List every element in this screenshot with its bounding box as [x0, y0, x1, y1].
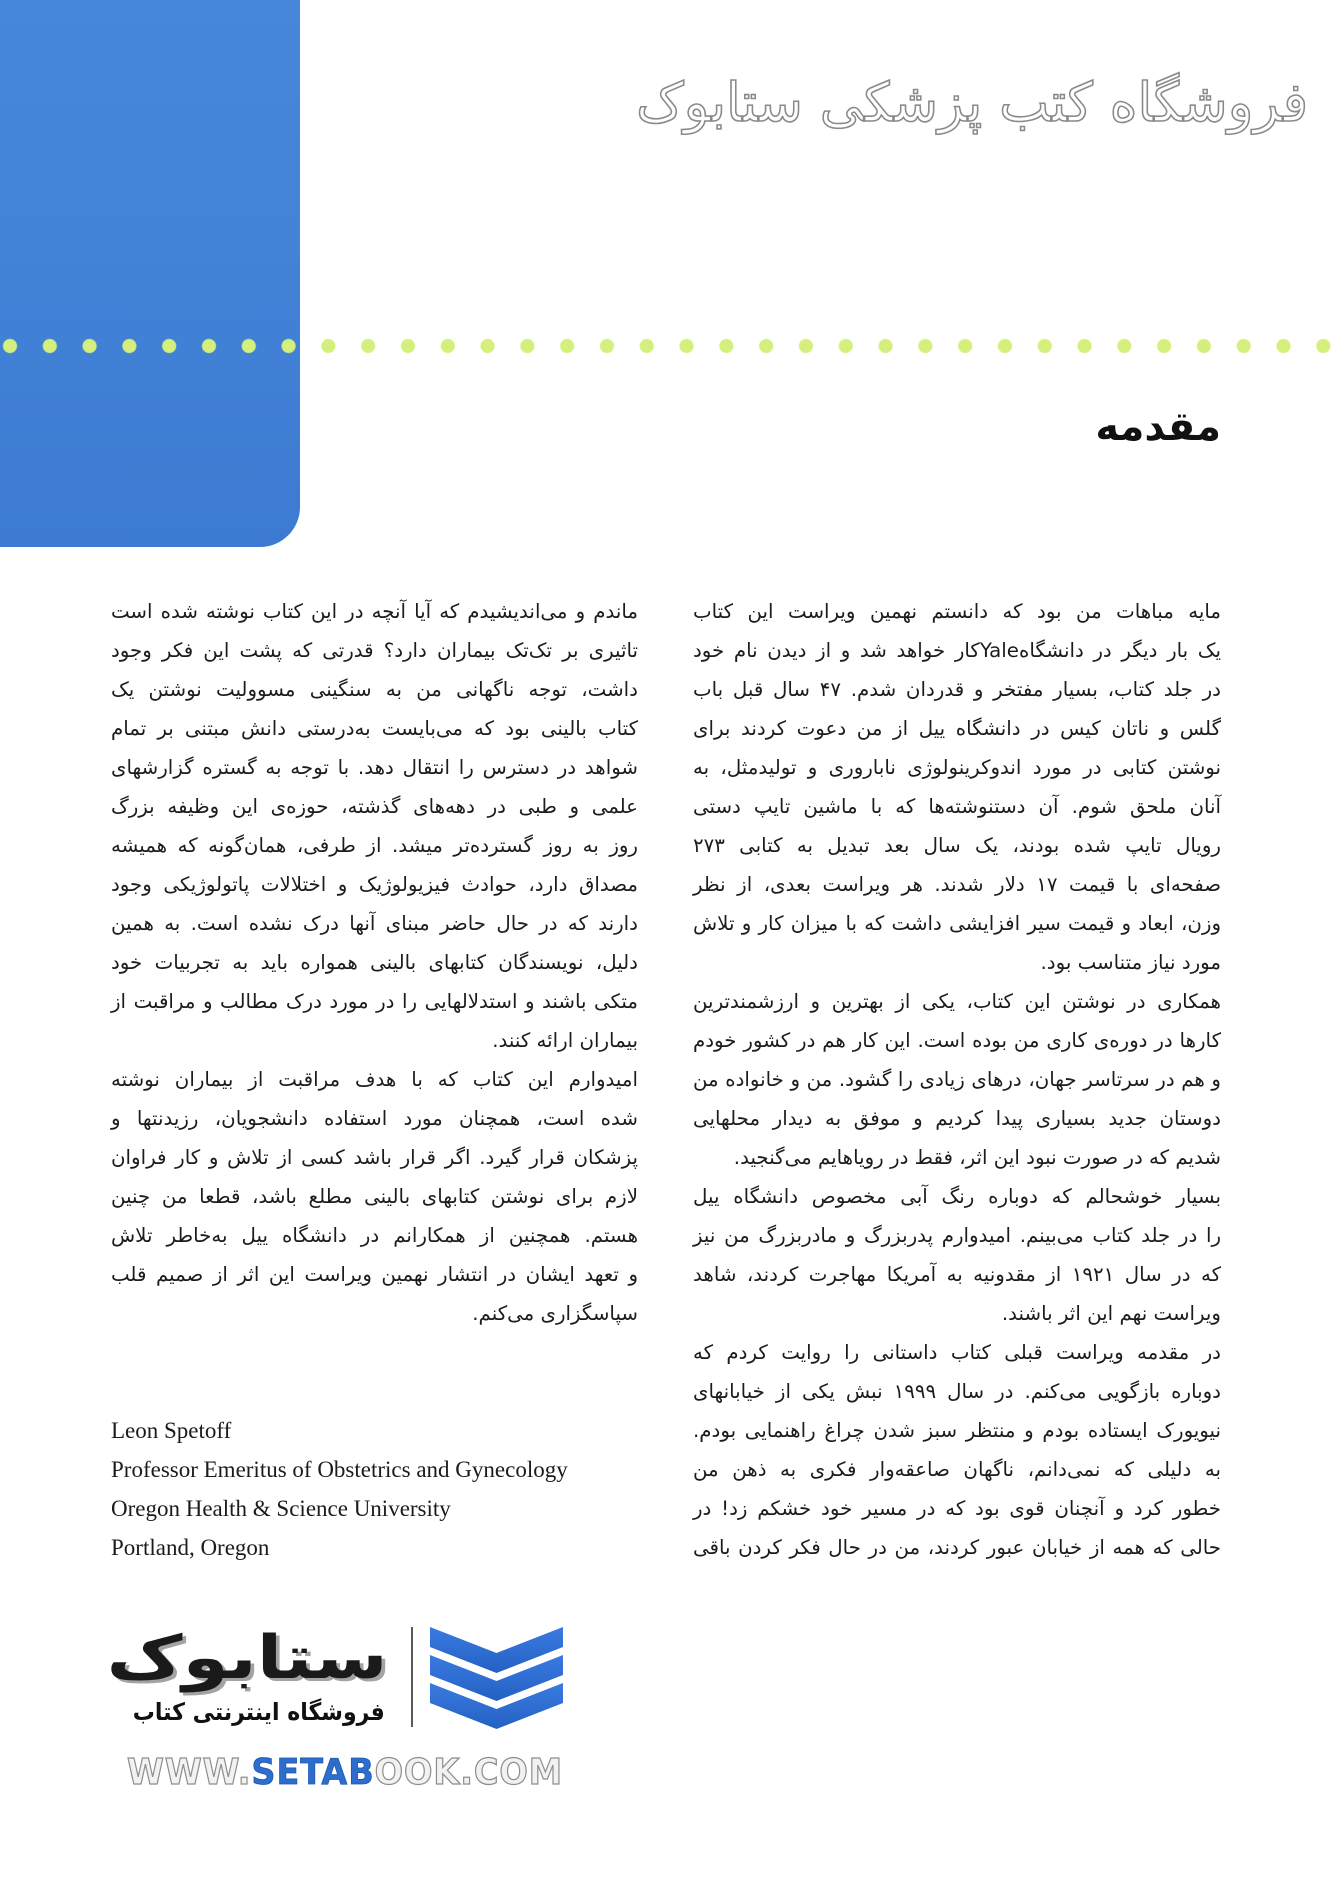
author-position: Professor Emeritus of Obstetrics and Gynecology: [111, 1457, 568, 1482]
text-line: کارها در دوره‌ی کاری من بوده است. این کار هم در کشور خودم: [693, 1029, 1221, 1052]
paragraph: [693, 592, 1221, 982]
text-line: به دلیلی که نمی‌دانم، ناگهان صاعقه‌وار فکری به ذهن من: [693, 1458, 1221, 1481]
text-line: در مقدمه ویراست قبلی کتاب داستانی را روایت کردم که: [693, 1341, 1221, 1364]
author-institution: Oregon Health & Science University: [111, 1496, 451, 1521]
text-line: شواهد در دسترس را انتقال دهد. با توجه به گستره گزارشهای: [111, 756, 638, 779]
text-line: که در سال ۱۹۲۱ از مقدونیه به آمریکا مهاجرت کردند، شاهد: [693, 1263, 1221, 1286]
text-line: گلس و ناتان کیس در دانشگاه ییل از من دعوت کردند برای: [693, 717, 1221, 740]
paragraph: [111, 592, 638, 1060]
text-line: تاثیری بر تک‌تک بیماران دارد؟ قدرتی که پشت این فکر وجود: [111, 639, 638, 662]
text-line: شده است، همچنان مورد استفاده دانشجویان، رزیدنتها و: [111, 1107, 638, 1130]
dot-divider: [0, 338, 1337, 354]
text-line: امیدوارم این کتاب که با هدف مراقبت از بیماران نوشته: [111, 1068, 638, 1091]
paragraph: [693, 1177, 1221, 1333]
text-line: نیویورک ایستاده بودم و منتظر سبز شدن چراغ راهنمایی بودم.: [693, 1419, 1221, 1442]
text-line: ماندم و می‌اندیشیدم که آیا آنچه در این کتاب نوشته شده است: [111, 600, 638, 623]
blue-corner-panel: [0, 0, 300, 547]
text-line: وزن، ابعاد و قیمت سیر افزایشی داشت که با میزان کار و تلاش: [693, 912, 1221, 935]
text-column-left: [111, 592, 638, 1333]
text-line: داشت، توجه ناگهانی من به سنگینی مسوولیت نوشتن یک: [111, 678, 638, 701]
text-line: حالی که همه از خیابان عبور کردند، من در حال فکر کردن باقی: [693, 1536, 1221, 1559]
author-location: Portland, Oregon: [111, 1535, 270, 1560]
text-line: دوستان جدید بسیاری پیدا کردیم و موفق به دیدار محلهایی: [693, 1107, 1221, 1130]
text-line: مصداق دارد، حوادث فیزیولوژیک و اختلالات پاتولوژیکی وجود: [111, 873, 638, 896]
text-line: بسیار خوشحالم که دوباره رنگ آبی مخصوص دانشگاه ییل: [693, 1185, 1221, 1208]
text-line: روز به روز گسترده‌تر میشد. از طرفی، همان‌گونه که همیشه: [111, 834, 638, 857]
text-column-right: [693, 592, 1221, 1567]
text-line: شدیم که در صورت نبود این اثر، فقط در رویاهایم می‌گنجید.: [733, 1146, 1221, 1169]
text-line: را در جلد کتاب می‌بینم. امیدوارم پدربزرگ و مادربزرگ من نیز: [693, 1224, 1221, 1247]
text-line: مورد نیاز متناسب بود.: [1040, 951, 1221, 974]
text-line: سپاسگزاری می‌کنم.: [472, 1302, 638, 1325]
url-suffix: OOK.COM: [374, 1752, 563, 1793]
text-line: یک بار دیگر در دانشگاهYaleکار خواهد شد و از دیدن نام خود: [693, 639, 1221, 662]
site-url: [127, 1751, 563, 1795]
author-name: Leon Spetoff: [111, 1418, 232, 1443]
text-line: علمی و طبی در دهه‌های گذشته، حوزه‌ی این وظیفه بزرگ: [111, 795, 638, 818]
url-brand: SETAB: [251, 1752, 375, 1793]
text-line: و تعهد ایشان در انتشار نهمین ویراست این اثر از صمیم قلب: [111, 1263, 638, 1286]
text-line: متکی باشند و استدلالهایی را در مورد درک مطالب و مراقبت از: [111, 990, 638, 1013]
author-signature: [111, 1411, 568, 1567]
text-line: آنان ملحق شوم. آن دستنوشته‌ها که با ماشین تایپ دستی: [693, 795, 1221, 818]
text-line: نوشتن کتابی در مورد اندوکرینولوژی ناباروری و تولیدمثل، به: [693, 756, 1221, 779]
store-title: فروشگاه کتب پزشکی ستابوک: [635, 71, 1308, 134]
text-line: رویال تایپ شده بودند، یک سال بعد تبدیل به کتابی ۲۷۳: [693, 834, 1221, 857]
text-line: دوباره بازگویی می‌کنم. در سال ۱۹۹۹ نبش یکی از خیابانهای: [693, 1380, 1221, 1403]
logo-wordmark: ستابوک: [106, 1623, 388, 1693]
text-line: هستم. همچنین از همکارانم در دانشگاه ییل به‌خاطر تلاش: [111, 1224, 638, 1247]
text-line: بیماران ارائه کنند.: [492, 1029, 638, 1052]
text-line: همکاری در نوشتن این کتاب، یکی از بهترین و ارزشمندترین: [693, 990, 1221, 1013]
logo-tagline: فروشگاه اینترنتی کتاب: [132, 1698, 385, 1726]
paragraph: [111, 1060, 638, 1333]
text-line: و هم در سرتاسر جهان، درهای زیادی را گشود. من و خانواده من: [693, 1068, 1221, 1091]
stacked-chevrons-icon: [430, 1625, 563, 1730]
text-line: مایه مباهات من بود که دانستم نهمین ویراست این کتاب: [693, 600, 1221, 623]
section-title: مقدمه: [1095, 404, 1221, 450]
text-line: ویراست نهم این اثر باشند.: [1001, 1302, 1221, 1325]
text-line: در جلد کتاب، بسیار مفتخر و قدردان شدم. ۴۷ سال قبل باب: [693, 678, 1221, 701]
text-line: دلیل، نویسندگان کتابهای بالینی همواره باید به تجربیات خود: [111, 951, 638, 974]
text-line: پزشکان قرار گیرد. اگر قرار باشد کسی از تلاش و کار فراوان: [111, 1146, 638, 1169]
text-line: خطور کرد و آنچنان قوی بود که در مسیر خود خشکم زد! در: [693, 1497, 1221, 1520]
text-line: دارند که در حال حاضر مبنای آنها درک نشده است. به همین: [111, 912, 638, 935]
logo-divider: [411, 1627, 413, 1727]
url-prefix: WWW.: [127, 1752, 252, 1793]
text-line: صفحه‌ای با قیمت ۱۷ دلار شدند. هر ویراست بعدی، از نظر: [693, 873, 1221, 896]
text-line: لازم برای نوشتن کتابهای بالینی مطلع باشد، قطعا من چنین: [111, 1185, 638, 1208]
paragraph: [693, 982, 1221, 1177]
text-line: کتاب بالینی بود که می‌بایست به‌درستی دانش مبتنی بر تمام: [111, 717, 638, 740]
paragraph: [693, 1333, 1221, 1567]
